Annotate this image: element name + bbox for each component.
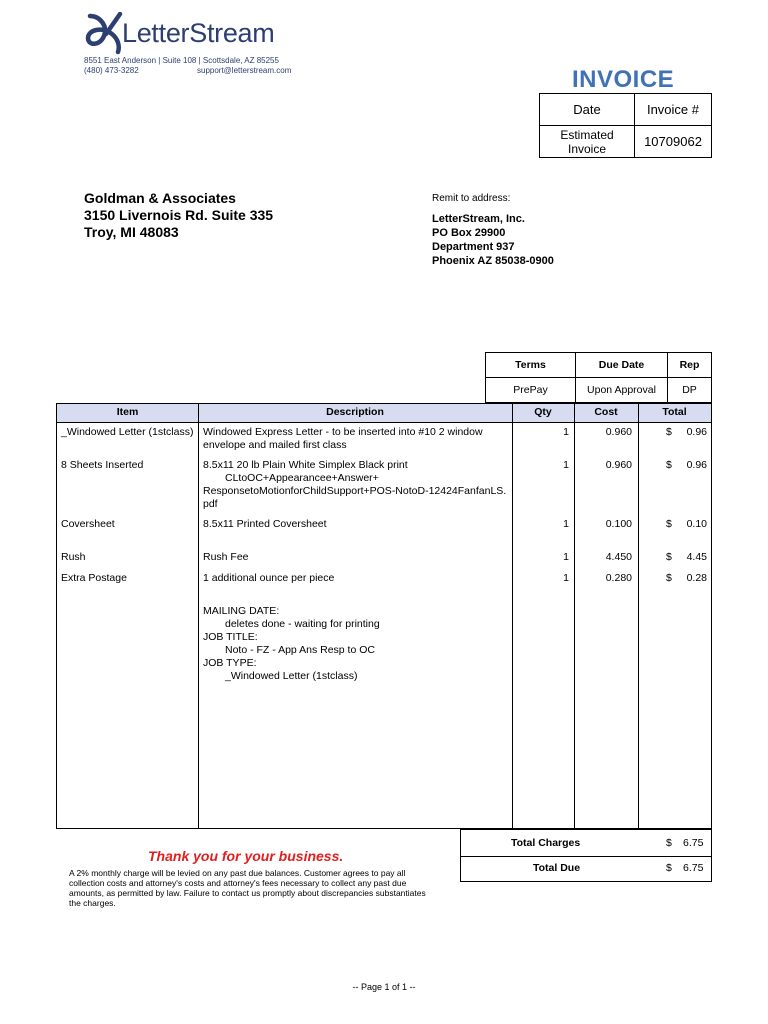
item-name: Extra Postage (61, 572, 127, 584)
column-divider (638, 404, 639, 828)
item-cost: 0.960 (605, 426, 632, 438)
item-description: 8.5x11 20 lb Plain White Simplex Black print CLtoOC+Appearancee+Answer+ ResponsetoMotionforChildSupport+POS-NotoD-12424FanfanLS. pdf (203, 459, 507, 510)
cost-column-header: Cost (594, 406, 618, 418)
totals-divider (461, 856, 711, 857)
total-charges-value: 6.75 (683, 837, 704, 849)
terms-value: PrePay (486, 378, 576, 403)
currency-symbol: $ (666, 862, 672, 874)
terms-table (485, 352, 712, 403)
item-qty: 1 (563, 459, 569, 471)
total-column-header: Total (662, 406, 687, 418)
item-total: 0.96 (686, 459, 707, 471)
remit-label: Remit to address: (432, 193, 511, 204)
remit-line: Phoenix AZ 85038-0900 (432, 255, 554, 267)
total-charges-label: Total Charges (511, 837, 581, 849)
invoice-number-value: 10709062 (635, 126, 712, 158)
notes-value: deletes done - waiting for printing (225, 618, 380, 630)
column-divider (198, 404, 199, 828)
items-table (56, 403, 712, 829)
remit-address (432, 212, 554, 268)
currency-symbol: $ (666, 572, 672, 584)
item-total: 4.45 (686, 551, 707, 563)
bill-to-street: 3150 Livernois Rd. Suite 335 (84, 207, 274, 223)
currency-symbol: $ (666, 459, 672, 471)
item-name: Rush (61, 551, 86, 563)
item-column-header: Item (116, 406, 139, 418)
notes-value: Noto - FZ - App Ans Resp to OC (225, 644, 375, 656)
totals-box (460, 829, 712, 882)
item-name: 8 Sheets Inserted (61, 459, 144, 471)
item-total: 0.28 (686, 572, 707, 584)
date-label: Date (540, 94, 635, 126)
company-logo (84, 12, 304, 56)
invoice-info-table (539, 93, 712, 158)
page-number: -- Page 1 of 1 -- (352, 982, 416, 992)
bill-to-address (84, 190, 273, 241)
bill-to-city: Troy, MI 48083 (84, 224, 179, 240)
item-description: 8.5x11 Printed Coversheet (203, 518, 327, 530)
notes-heading: JOB TYPE: (203, 657, 257, 669)
company-address: 8551 East Anderson | Suite 108 | Scottsdale, AZ 85255 (84, 56, 279, 65)
item-name: Coversheet (61, 518, 115, 530)
company-email[interactable]: support@letterstream.com (197, 66, 292, 75)
date-value: Estimated Invoice (540, 126, 635, 158)
remit-line: LetterStream, Inc. (432, 213, 525, 225)
qty-column-header: Qty (534, 406, 552, 418)
invoice-title: INVOICE (572, 66, 675, 93)
due-date-header: Due Date (576, 353, 668, 378)
invoice-number-label: Invoice # (635, 94, 712, 126)
item-description: Rush Fee (203, 551, 249, 563)
item-qty: 1 (563, 572, 569, 584)
company-phone: (480) 473-3282 (84, 66, 139, 75)
currency-symbol: $ (666, 837, 672, 849)
item-cost: 0.100 (605, 518, 632, 530)
thank-you-message: Thank you for your business. (148, 848, 344, 864)
total-due-value: 6.75 (683, 862, 704, 874)
item-total: 0.96 (686, 426, 707, 438)
item-name: _Windowed Letter (1stclass) (61, 426, 194, 438)
remit-line: PO Box 29900 (432, 227, 506, 239)
item-qty: 1 (563, 518, 569, 530)
item-qty: 1 (563, 426, 569, 438)
item-cost: 0.280 (605, 572, 632, 584)
item-description: 1 additional ounce per piece (203, 572, 335, 584)
job-notes (203, 605, 380, 683)
remit-line: Department 937 (432, 241, 515, 253)
company-name: LetterStream (122, 18, 275, 48)
notes-heading: JOB TITLE: (203, 631, 258, 643)
currency-symbol: $ (666, 518, 672, 530)
notes-value: _Windowed Letter (1stclass) (225, 670, 358, 682)
rep-header: Rep (668, 353, 712, 378)
fine-print: A 2% monthly charge will be levied on any past due balances. Customer agrees to pay all collection costs and attorney's costs and attorney's fees necessary to collect any past due amounts, as permitted by law. Failure to contact us promptly about discrepancies substantiates the charges. (69, 868, 426, 908)
item-total: 0.10 (686, 518, 707, 530)
total-due-label: Total Due (533, 862, 581, 874)
item-cost: 0.960 (605, 459, 632, 471)
letterstream-logo-icon (84, 12, 124, 56)
item-cost: 4.450 (605, 551, 632, 563)
currency-symbol: $ (666, 551, 672, 563)
description-column-header: Description (326, 406, 384, 418)
item-description: Windowed Express Letter - to be inserted into #10 2 window envelope and mailed first class (203, 426, 483, 451)
notes-heading: MAILING DATE: (203, 605, 280, 617)
rep-value: DP (668, 378, 712, 403)
due-date-value: Upon Approval (576, 378, 668, 403)
terms-header: Terms (486, 353, 576, 378)
bill-to-name: Goldman & Associates (84, 190, 236, 206)
currency-symbol: $ (666, 426, 672, 438)
item-qty: 1 (563, 551, 569, 563)
